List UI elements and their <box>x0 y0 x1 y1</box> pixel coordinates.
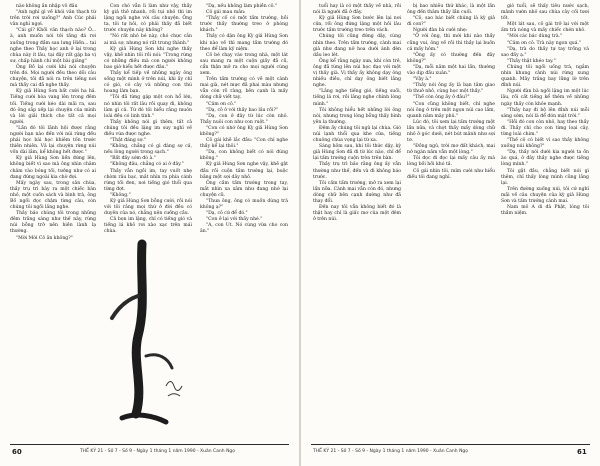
paragraph: "Vậy à." <box>413 77 432 83</box>
paragraph: Kỳ giả Hùng Sơn bỗng cười, rồi nói với tôi rằng mọi thứ ở đời đều có duyên của nó, chẳng nên cưỡng cầu. <box>104 199 194 217</box>
paragraph: "Bất đây sớm đó à." <box>110 156 156 162</box>
paragraph: "Thế còn ông ấy ở đâu?" <box>413 95 470 101</box>
paragraph: "Không đâu, chẳng có ai ở đây." <box>110 162 184 168</box>
paragraph: Chúng tôi cũng đứng dậy, cùng nhìn theo. Trên tấm trướng, cành mai già như đang nở hoa dưới ánh đèn dầu leo lét. <box>313 34 403 58</box>
brush-signature <box>166 382 182 397</box>
paragraph: Mấy ngày sau, trong sân chùa, thầy trụ trì bày ra một chiếc bàn nhỏ, một cuốn sách và bình trà, ông Bồ ngồi đọc chậm từng câu, còn chúng tôi ngồi lắng nghe. <box>10 180 98 211</box>
paragraph: bị bao nhiêu thứ khác, là một lần ông đến thăm thầy lần cuối. <box>407 4 497 16</box>
paragraph: Thầy có dặn ông Kỳ giả Hùng Sơn khi nào về thì mang tấm trướng đó theo để làm kỷ niệm. <box>200 34 290 52</box>
paragraph: Sáng hôm sau, khi tôi thức dậy, kỳ giả Hùng Sơn đã đi từ lúc nào, chỉ để lại tấm trướng cuộn tròn trên bàn. <box>313 144 403 162</box>
paragraph: "Con ở lại với thầy nhé." <box>206 217 263 223</box>
paragraph: Một lát sau, cô gái trở lại với một ấm trà nóng và mấy chiếc chén nhỏ. <box>501 22 591 34</box>
paragraph: Trên tấm trướng có vẽ một cành mai già, nét mực đã phai màu nhưng vẫn còn rõ ràng, bên cạnh là mấy dòng chữ viết tay. <box>200 77 290 101</box>
paragraph: tuổi hay là có một thầy về nhà, rồi nói là người đã ở đây. <box>313 4 403 16</box>
paragraph: "Dạ, con không biết có nói đúng không." <box>200 150 290 162</box>
right-page <box>301 0 600 466</box>
paragraph: "Nó rất nhỏ bé này, chó chực cắn ai mà sợ, nhưng nó rất trung thành." <box>104 34 194 46</box>
paragraph: Kỳ giả Hùng Sơn nghe vậy, khẽ gật đầu rồi cuộn tấm trướng lại, buộc bằng một sợi dây nhỏ. <box>200 162 290 180</box>
paragraph: Tôi cầm tấm trướng, mở ra xem lại lần nữa. Cành mai vẫn còn đó, nhưng dòng chữ bên cạnh dường như đã thay đổi. <box>313 180 403 204</box>
paragraph: "Thầy hay đi bộ lên đỉnh núi mỗi sáng sớm, nói là để đón mặt trời." <box>501 107 591 119</box>
left-col-2 <box>104 4 194 235</box>
paragraph: "Tôi đã từng gặp một con hổ lớn, nó nhìn tôi rất lâu rồi quay đi, không làm gì cả. Từ đó tôi hiểu rằng muôn loài đều có linh tính." <box>104 95 194 119</box>
right-footer-rule <box>311 444 590 445</box>
paragraph: Cô gái khẽ lắc đầu: "Con chỉ nghe thầy kể lại thôi." <box>200 138 290 150</box>
paragraph: "Mời các bác dùng trà." <box>507 34 563 40</box>
paragraph: "Dạ, thầy nói dưới kia người ta ồn ào quá, ở đây thầy nghe được tiếng lòng mình." <box>501 150 591 168</box>
paragraph: "Không, chẳng có gì đáng sợ cả, nếu lòng người trong sạch." <box>104 144 194 156</box>
paragraph: "Lắng nghe tiếng gió, tiếng suối, tiếng lá rơi, rồi lắng nghe chính lòng mình." <box>313 89 403 107</box>
paragraph: Chúng tôi ngồi uống trà, ngắm nhìn khung cảnh núi rừng xung quanh. Mây trắng bay lững lờ trên đỉnh núi. <box>501 64 591 89</box>
paragraph: Thầy không nói gì thêm, tất cả chúng tôi đều lặng im suy nghĩ về điều vừa được nghe. <box>104 119 194 137</box>
ink-brush-drawing <box>102 236 198 436</box>
paragraph: "Thầy thật khéo tay." <box>507 58 556 64</box>
paragraph: Tôi đọc đi đọc lại mấy câu ấy mà lòng bồi hồi khó tả. <box>407 156 497 168</box>
paragraph: Người đàn bà ngồi lặng im một lúc lâu, rồi cất tiếng kể thêm về những ngày thầy còn khỏe mạnh. <box>501 89 591 107</box>
paragraph: Đến nay tôi vẫn không biết đó là thật hay chỉ là giấc mơ của một đêm ở trên núi. <box>313 205 403 223</box>
paragraph: Đêm ấy chúng tôi ngủ lại chùa. Gió núi lạnh thổi qua khe cửa, tiếng chuông chùa vọng lại từ xa. <box>313 125 403 144</box>
paragraph: Ông cầm tấm trướng trong tay, mắt nhìn xa xăm như đang nhớ lại chuyện cũ. <box>200 180 290 198</box>
paragraph: "Cảm ơn cô. Trà này ngon quá." <box>507 40 582 46</box>
paragraph: "Thầy cố có một tấm trướng, hồi trước thầy thường treo ở phòng khách." <box>200 16 290 34</box>
paragraph: "Dạ, trà do thầy tự tay trồng và sao đấy ạ." <box>501 46 591 58</box>
paragraph: giò tuổi, sẽ thấy tiêu nước sạch, mảnh vườn nhỏ sau chùa cây cối tươi tốt. <box>501 4 591 22</box>
paragraph: Nam mô A di đà Phật, lòng tôi thầm niệm. <box>501 205 591 217</box>
paragraph: Thầy bảo chúng tôi trong những đêm trăng sáng như thế này, rừng núi bỗng trở nên hiền lành lạ thường. <box>10 211 98 235</box>
left-col-1 <box>10 4 96 348</box>
paragraph: Kỳ giả Hùng Sơn bất cười ha hả. Tiếng cười hòa vang lên trong đêm tối. Tiếng cười kéo dài mãi ra, sau đó ông sắp xếp lại chuyện của mình và lời giải thích cho tất cả mọi người. <box>10 89 98 125</box>
paragraph: "Dạ, mỗi năm một hai lần, thường vào dịp đầu xuân." <box>407 64 497 77</box>
paragraph: "Con có nhớ ông Kỳ giả Hùng Sơn không?" <box>200 125 290 137</box>
paragraph: Cả bọn im lặng, chỉ có tiếng gió và tiếng lá khô rơi xào xạc trên mái chùa. <box>104 217 194 235</box>
right-col-1 <box>313 4 401 442</box>
paragraph: "Lần đó tôi lãnh hội được rằng người bạn nào đến với núi rừng đều phải học bài học khiêm tốn trước thiên nhiên. Vả lại chuyện rừng núi vốn dài lắm, kể không hết được." <box>10 125 98 156</box>
paragraph: Tôi không hiểu hết những lời ông nói, nhưng trong lòng bỗng thấy bình yên lạ thường. <box>313 107 403 125</box>
paragraph: "Thầy nói ông ấy là bạn tâm giao từ thuở nhỏ, cùng học một thầy." <box>407 83 497 95</box>
left-footer-rule <box>10 444 289 445</box>
brush-stroke-base <box>122 415 166 422</box>
paragraph: "Ở với ông, thì mới khi nào thầy cũng vui, ông về rồi thì thầy lại buồn cả mấy hôm." <box>407 34 497 52</box>
paragraph: Lúc đó, tôi xem lại tấm trướng một lần nữa, và chợt thấy mấy dòng chữ nhỏ ở góc dưới, nét bút mảnh như sợi tơ. <box>407 119 497 144</box>
paragraph: "Thật đáng sợ." <box>110 138 146 144</box>
paragraph: Trên đường xuống núi, tôi cứ nghĩ mãi về câu chuyện của kỳ giả Hùng Sơn và tấm trướng cành mai. <box>501 186 591 204</box>
left-col-3 <box>200 4 288 442</box>
paragraph: Ông Bồ lại cười khi nói chuyện trên đó. Mọi người đều theo dõi câu chuyện, tôi đã nói ra trên tiếng nơi mà thầy cai đã nghe thấy. <box>10 64 98 89</box>
paragraph: nào không ăn nhập vô đâu <box>16 4 78 9</box>
paragraph: "Cảm ơn cô." <box>206 101 237 107</box>
paragraph: Kỳ giả Hùng Sơn liền đứng lên, không biết vì sao mà ông nhìn chăm chăm vào bóng tối, tưởng như có ai đang đứng ngoài kia chờ đợi. <box>10 156 98 180</box>
paragraph: "Thế cô có biết vì sao thầy không xuống núi không?" <box>501 138 591 150</box>
brush-stroke-branch <box>112 296 138 318</box>
brush-stroke-leaf <box>146 355 172 368</box>
paragraph: "Dạ, con ở đây từ lúc còn nhỏ. Thầy nuôi con như con ruột." <box>200 113 290 125</box>
paragraph: Ông kể rằng ngày xưa, khi còn trẻ, ông đã từng lên núi học đạo với một vị thầy già. Vị thầy ấy không dạy ông nhiều điều, chỉ dạy ông biết lắng nghe. <box>313 58 403 89</box>
left-footer-text: THẾ KỶ 21 - Số 7 - Số 9 - Ngày 1 tháng 1 năm 1990 - Xuân Canh Ngọ <box>80 449 236 454</box>
paragraph: "A, con Ut. Nó cùng vừa cho con ăn." <box>200 223 290 235</box>
paragraph: "Dạ, cô cứ để đó." <box>206 211 248 217</box>
brush-stroke-stem <box>136 244 142 414</box>
paragraph: Thầy kể tiếp về những ngày ông sống một mình ở trên núi, khi ấy chỉ có gió, có cây và những con thú hoang làm bạn. <box>104 71 194 95</box>
paragraph: Con chó vẫn lì làm như vậy, thầy kỳ giả thở nhanh, rồi tụi nhỏ thì im lặng ngồi nghe với câu chuyện. Ông ta, tôi tự hỏi, có phải thầy đã biết trước chuyện này không? <box>104 4 194 34</box>
left-page <box>0 0 299 466</box>
paragraph: Cô gái nhìn tôi, mỉm cười như hiểu điều tôi đang nghĩ. <box>407 168 497 180</box>
paragraph: Người đàn bà cười nhẹ: <box>413 28 468 34</box>
paragraph: Thầy vẫn ngồi im, tay vuốt nhẹ chòm râu bạc, mắt nhìn ra phía cánh rừng tối đen, nơi tiếng gió thổi qua từng đợt. <box>104 168 194 192</box>
paragraph: Kỳ giả Hùng Sơn khi nghe thấy vậy, khẽ nhìn tôi rồi nói: "Trong rừng có những điều mà con người không bao giờ hiểu hết được đâu." <box>104 46 194 70</box>
paragraph: "Dạ, nếu không làm phiền cô." <box>206 4 277 9</box>
paragraph: "Đồng ngủ, trời mơ đất khách, mai nở ngàn năm vẫn một lòng." <box>407 144 497 156</box>
right-col-3 <box>501 4 589 442</box>
paragraph: "Cô, sao bác biết chúng là kỳ giả đi con?" <box>407 16 497 28</box>
paragraph: Cô gái mau mắn: <box>206 10 246 16</box>
paragraph: "Thưa ông, ông có muốn dùng trà không ạ?" <box>200 199 290 211</box>
paragraph: Tôi gật đầu, chẳng biết nói gì thêm, chỉ thấy lòng mình cũng lắng lại. <box>501 168 591 186</box>
paragraph: Cô bé chạy vào trong nhà, một lát sau mang ra một cuộn giấy đã cũ, cẩn thận mở ra cho mọi người cùng xem. <box>200 52 290 77</box>
paragraph: Thầy trụ trì bảo rằng ông ấy vẫn thường như thế, đến và đi không báo trước. <box>313 162 403 180</box>
paragraph: Kỳ giả Hùng Sơn bước lên lại nơi cửa, rồi ông đứng lặng một hồi lâu trước tấm trướng treo trên vách. <box>313 16 403 34</box>
left-page-number: 60 <box>12 448 22 456</box>
paragraph: "Mời Mời Cô ăn không?" <box>16 235 73 241</box>
paragraph: "Hồi đó con còn nhỏ, hay theo thầy đi. Thầy chỉ cho con từng loại cây, từng loài chim." <box>501 119 591 137</box>
right-page-number: 61 <box>577 448 587 456</box>
paragraph: "Ông ấy có thường đến đây không?" <box>407 52 497 64</box>
paragraph: "Không." <box>110 192 131 198</box>
right-col-2 <box>407 4 495 442</box>
right-footer-text: THẾ KỶ 21 - Số 7 - Số 9 - Ngày 1 tháng 1 năm 1990 - Xuân Canh Ngọ <box>313 449 469 454</box>
paragraph: "Anh nghĩ gì về khói văn thạch từ trên trời rơi xuống?" Anh Cúc phải vân nghĩ ngợi. <box>10 10 98 28</box>
paragraph: "Dạ, cô ở với thầy bao lâu rồi?" <box>206 107 279 113</box>
paragraph: "Con cũng không biết, chỉ nghe nói ông ở trên một ngọn núi cao lắm, quanh năm mây phủ." <box>407 101 497 119</box>
paragraph: "Cái gì? Khối văn thạch nào? Ô... à, anh muốn nói tới tầng đá rơi xuống trong đầm sau lưng Hiền... tai nghe theo Thầy học anh ở lại trong chùa này ít lâu, tại đây rất gặp ba vị sư, chấp hành chi một bài giảng" <box>10 28 98 64</box>
